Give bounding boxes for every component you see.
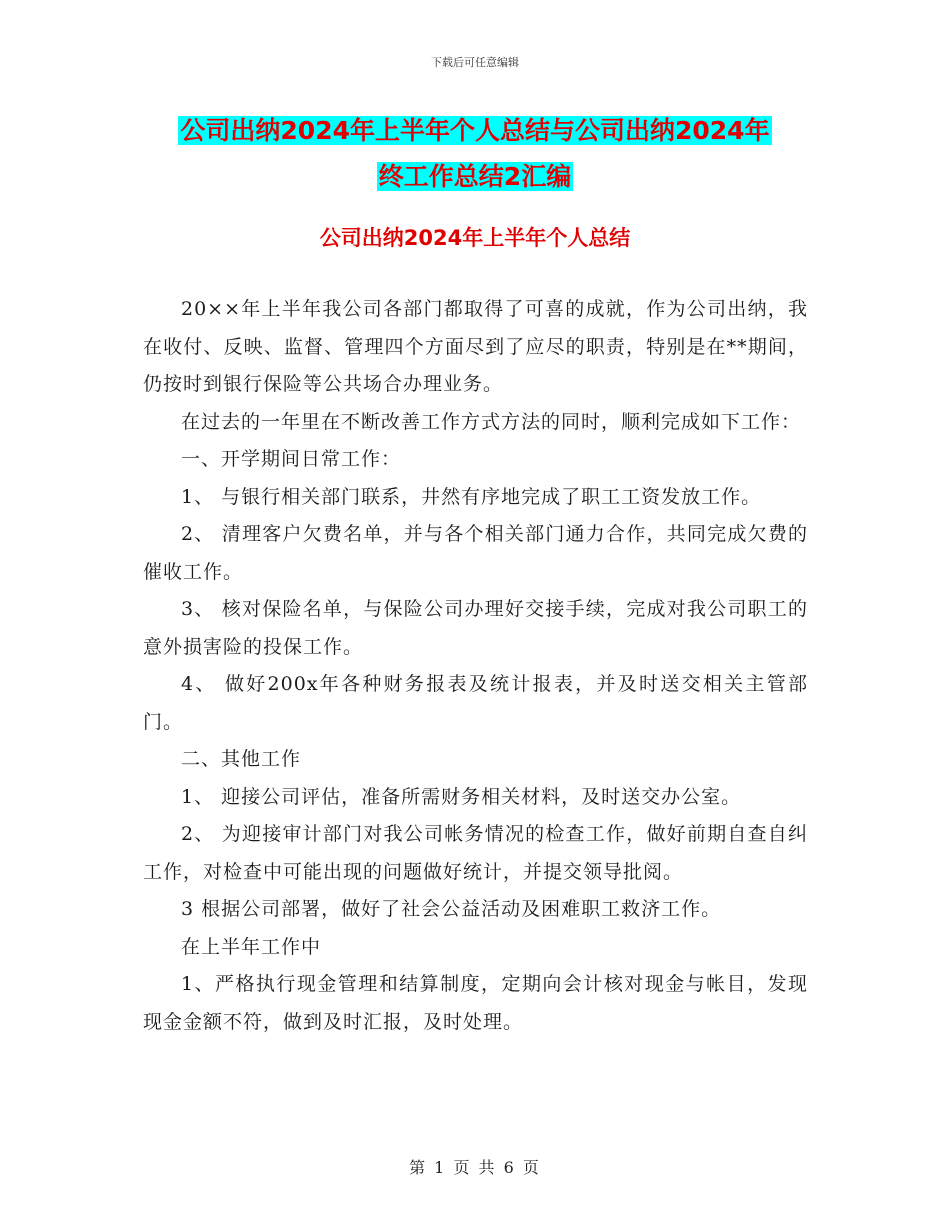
paragraph: 20××年上半年我公司各部门都取得了可喜的成就，作为公司出纳，我在收付、反映、监督、管理四个方面尽到了应尽的职责，特别是在**期间，仍按时到银行保险等公共场合办理业务。 [143, 298, 808, 395]
paragraph: 1、严格执行现金管理和结算制度，定期向会计核对现金与帐目，发现现金金额不符，做到及时汇报，及时处理。 [143, 973, 808, 1033]
paragraph: 二、其他工作 [181, 748, 302, 770]
page-footer: 第 1 页 共 6 页 [409, 1158, 541, 1177]
document-title-line-1: 公司出纳2024年上半年个人总结与公司出纳2024年 [180, 116, 770, 145]
paragraph: 4、 做好200x年各种财务报表及统计报表，并及时送交相关主管部门。 [143, 673, 808, 733]
paragraph: 3 根据公司部署，做好了社会公益活动及困难职工救济工作。 [181, 898, 722, 920]
paragraph: 在过去的一年里在不断改善工作方式方法的同时，顺利完成如下工作： [181, 410, 802, 433]
paragraph: 一、开学期间日常工作： [181, 448, 402, 470]
paragraph: 在上半年工作中 [181, 935, 322, 958]
paragraph: 1、 与银行相关部门联系，井然有序地完成了职工工资发放工作。 [181, 485, 762, 508]
section-title: 公司出纳2024年上半年个人总结 [319, 226, 631, 250]
document-body [143, 291, 808, 1041]
document-title [0, 108, 950, 200]
document-title-line-2: 终工作总结2汇编 [378, 162, 572, 191]
header-note: 下载后可任意编辑 [431, 56, 519, 69]
paragraph: 3、 核对保险名单，与保险公司办理好交接手续，完成对我公司职工的意外损害险的投保工作。 [143, 598, 808, 658]
paragraph: 2、 清理客户欠费名单，并与各个相关部门通力合作，共同完成欠费的催收工作。 [143, 523, 808, 583]
paragraph: 1、 迎接公司评估，准备所需财务相关材料，及时送交办公室。 [181, 785, 742, 808]
paragraph: 2、 为迎接审计部门对我公司帐务情况的检查工作，做好前期自查自纠工作，对检查中可能出现的问题做好统计，并提交领导批阅。 [143, 823, 808, 883]
